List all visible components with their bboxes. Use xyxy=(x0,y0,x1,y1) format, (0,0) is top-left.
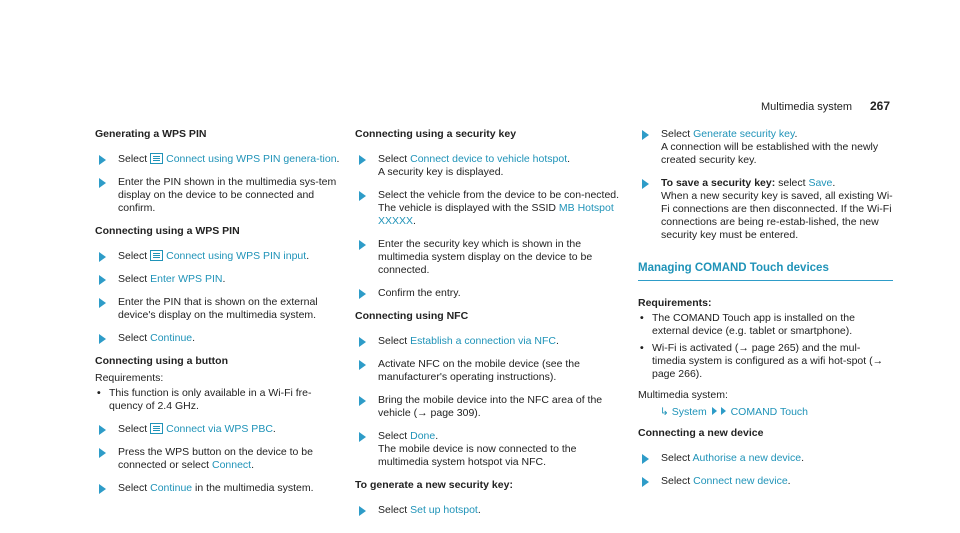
step-arrow-icon xyxy=(642,179,649,189)
step-arrow-icon xyxy=(99,298,106,308)
step: Confirm the entry. xyxy=(355,287,620,300)
menu-item-link[interactable]: Save xyxy=(808,177,833,189)
step: Enter the security key which is shown in the multimedia system display on the device to be connected. xyxy=(355,238,620,277)
menu-item-link[interactable]: Connect via WPS PBC xyxy=(166,423,273,435)
path-start-icon: ↳ xyxy=(660,406,669,418)
step: Select Connect using WPS PIN input. xyxy=(95,250,345,263)
step: Select Continue in the multimedia system. xyxy=(95,482,345,495)
step: Select Done. The mobile device is now connected to the multimedia system hotspot via NFC. xyxy=(355,430,620,469)
heading-connecting-button: Connecting using a button xyxy=(95,355,228,367)
path-separator-icon xyxy=(721,407,726,415)
menu-item-link[interactable]: Enter WPS PIN xyxy=(150,273,223,285)
step: Select Authorise a new device. xyxy=(638,452,893,465)
step: Select Connect new device. xyxy=(638,475,893,488)
menu-item-link[interactable]: Establish a connection via NFC xyxy=(410,335,557,347)
path-separator-icon xyxy=(712,407,717,415)
path-item-system[interactable]: System xyxy=(671,406,707,418)
step: Enter the PIN that is shown on the external device's display on the multimedia system. xyxy=(95,296,345,322)
list-item: • Wi-Fi is activated (→ page 265) and the mul-timedia system is configured as a wifi hot-spot (→ page 266). xyxy=(640,342,884,380)
step-arrow-icon xyxy=(642,130,649,140)
step: Select Establish a connection via NFC. xyxy=(355,335,620,348)
heading-security-key: Connecting using a security key xyxy=(355,128,517,140)
menu-icon xyxy=(150,423,163,434)
step-arrow-icon xyxy=(99,155,106,165)
column-3 xyxy=(638,128,893,498)
ssid-value: MB Hotspot XXXXX xyxy=(378,202,614,227)
bullet-icon: • xyxy=(640,312,644,324)
column-1 xyxy=(95,128,345,505)
step-arrow-icon xyxy=(99,178,106,188)
list-item: • The COMAND Touch app is installed on the external device (e.g. tablet or smartphone). xyxy=(640,312,855,337)
step-arrow-icon xyxy=(99,275,106,285)
menu-item-link[interactable]: Done xyxy=(410,430,436,442)
menu-item-link[interactable]: Connect device to vehicle hotspot xyxy=(410,153,568,165)
step-arrow-icon xyxy=(99,484,106,494)
heading-nfc: Connecting using NFC xyxy=(355,310,469,322)
step: Select Set up hotspot. xyxy=(355,504,620,517)
step: Activate NFC on the mobile device (see the manufacturer's operating instructions). xyxy=(355,358,620,384)
menu-item-link[interactable]: Connect new device xyxy=(693,475,788,487)
heading-generating-wps-pin: Generating a WPS PIN xyxy=(95,128,207,140)
step-arrow-icon xyxy=(359,191,366,201)
step-arrow-icon xyxy=(359,337,366,347)
menu-item-link[interactable]: Set up hotspot xyxy=(410,504,478,516)
step: Press the WPS button on the device to be connected or select Connect. xyxy=(95,446,345,472)
step-arrow-icon xyxy=(359,289,366,299)
bullet-icon: • xyxy=(97,387,101,399)
step-arrow-icon xyxy=(359,240,366,250)
requirements-label: Requirements: xyxy=(638,297,712,309)
heading-connecting-wps-pin: Connecting using a WPS PIN xyxy=(95,225,240,237)
step-arrow-icon xyxy=(642,477,649,487)
menu-item-link[interactable]: Connect xyxy=(211,459,252,471)
step: Select Connect via WPS PBC. xyxy=(95,423,345,436)
step: Enter the PIN shown in the multimedia sys-tem display on the device to be connected and confirm. xyxy=(95,176,345,215)
path-item-comand-touch[interactable]: COMAND Touch xyxy=(730,406,809,418)
multimedia-system-label: Multimedia system: xyxy=(638,389,728,401)
step-arrow-icon xyxy=(359,360,366,370)
menu-icon xyxy=(150,153,163,164)
step: Select the vehicle from the device to be con-nected. The vehicle is displayed with the SSID MB Hotspot XXXXX. xyxy=(355,189,620,228)
menu-item-link[interactable]: Connect using WPS PIN input xyxy=(166,250,307,262)
step-arrow-icon xyxy=(642,454,649,464)
step: Select Continue. xyxy=(95,332,345,345)
page-number: 267 xyxy=(870,99,891,113)
step: Select Enter WPS PIN. xyxy=(95,273,345,286)
menu-item-link[interactable]: Continue xyxy=(150,482,193,494)
heading-connecting-new-device: Connecting a new device xyxy=(638,427,764,439)
running-header: Multimedia system xyxy=(761,101,853,113)
menu-path xyxy=(638,406,893,419)
list-item: • This function is only available in a Wi-Fi fre-quency of 2.4 GHz. xyxy=(97,387,312,412)
step: Select Generate security key. A connection will be established with the newly created security key. xyxy=(638,128,893,167)
menu-item-link[interactable]: Generate security key xyxy=(693,128,795,140)
step-arrow-icon xyxy=(359,155,366,165)
menu-icon xyxy=(150,250,163,261)
column-2 xyxy=(355,128,620,527)
step-arrow-icon xyxy=(99,425,106,435)
section-title: Managing COMAND Touch devices xyxy=(638,262,893,281)
step: Select Connect using WPS PIN genera-tion. xyxy=(95,153,345,166)
step-arrow-icon xyxy=(359,396,366,406)
menu-item-link[interactable]: Connect using WPS PIN genera-tion xyxy=(166,153,337,165)
step: Bring the mobile device into the NFC area of the vehicle (→ page 309). xyxy=(355,394,620,420)
menu-item-link[interactable]: Authorise a new device xyxy=(692,452,802,464)
step-arrow-icon xyxy=(359,506,366,516)
step: Select Connect device to vehicle hotspot. A security key is displayed. xyxy=(355,153,620,179)
step: To save a security key: select Save. When a new security key is saved, all existing Wi-Fi connections are then disconnected. If the Wi-Fi connections are being re-estab-lished, the new security key must be entered. xyxy=(638,177,893,242)
menu-item-link[interactable]: Continue xyxy=(150,332,193,344)
heading-generate-key: To generate a new security key: xyxy=(355,479,513,491)
bullet-icon: • xyxy=(640,342,644,354)
step-arrow-icon xyxy=(99,448,106,458)
requirements-label: Requirements: xyxy=(95,372,164,384)
step-arrow-icon xyxy=(99,252,106,262)
step-arrow-icon xyxy=(359,432,366,442)
step-arrow-icon xyxy=(99,334,106,344)
